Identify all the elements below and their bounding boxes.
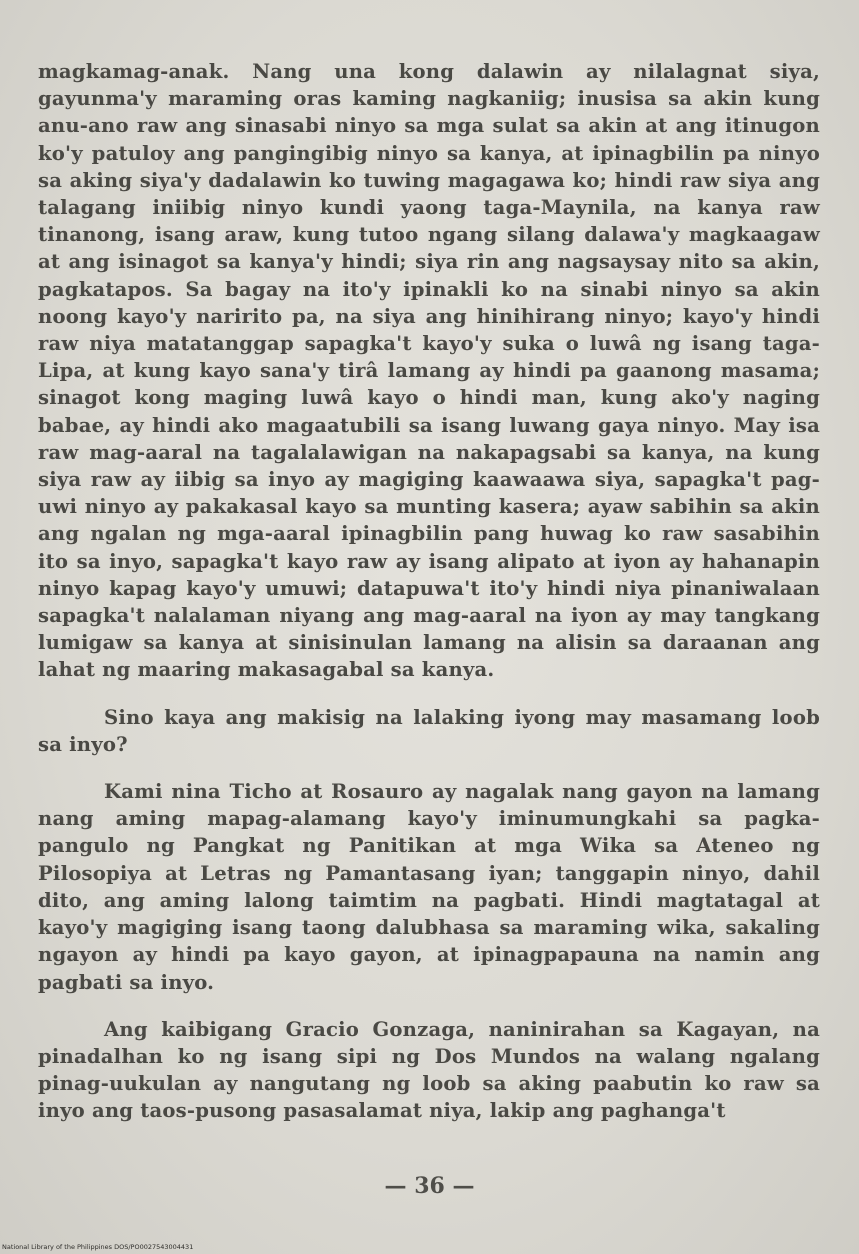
- paragraph-1: magkamag-anak. Nang una kong dalawin ay nilalagnat siya, gayunma'y maraming oras kaming nagkaniig; inusisa sa akin kung anu-ano raw ang sinasabi ninyo sa mga sulat sa akin at ang itinugon ko'y patuloy ang pangingibig ninyo sa kanya, at ipinagbilin pa ninyo sa aking siya'y dadalawin ko tuwing magagawa ko; hindi raw siya ang talagang iniibig ninyo kundi yaong taga-Maynila, na kanya raw tinanong, isang araw, kung tutoo ngang silang dalawa'y magkaagaw at ang isinagot sa kanya'y hindi; siya rin ang nagsaysay nito sa akin, pagkatapos. Sa bagay na ito'y ipinakli ko na sinabi ninyo sa akin noong kayo'y naririto pa, na siya ang hinihirang ninyo; kayo'y hindi raw niya matatanggap sapagka't kayo'y suka o luwâ ng isang taga-Lipa, at kung kayo sana'y tirâ lamang ay hindi pa gaanong masama; sinagot kong maging luwâ kayo o hindi man, kung ako'y naging babae, ay hindi ako magaatubili sa isang luwang gaya ninyo. May isa raw mag-aaral na tagalalawigan na nakapagsabi sa kanya, na kung siya raw ay iibig sa inyo ay magiging kaawaawa siya, sapagka't pag-uwi ninyo ay pakakasal kayo sa munting kasera; ayaw sabihin sa akin ang ngalan ng mga-aaral ipinagbilin pang huwag ko raw sasabihin ito sa inyo, sapagka't kayo raw ay isang alipato at iyon ay hahanapin ninyo kapag kayo'y umuwi; datapuwa't ito'y hindi niya pinaniwalaan sapagka't nalalaman niyang ang mag-aaral na iyon ay may tangkang lumigaw sa kanya at sinisinulan lamang na alisin sa daraanan ang lahat ng maaring makasagabal sa kanya.: [38, 60, 820, 682]
- paragraph-4: Ang kaibigang Gracio Gonzaga, naninirahan sa Kagayan, na pinadalhan ko ng isang sipi ng Dos Mundos na walang ngalang pinag-uukulan ay nangutang ng loob sa aking paabutin ko raw sa inyo ang taos-pusong pasasalamat niya, lakip ang paghanga't: [38, 1017, 820, 1123]
- paragraph-gap: [38, 684, 820, 704]
- page-number: — 36 —: [384, 1173, 475, 1199]
- paragraph-gap: [38, 758, 820, 778]
- body-text: [38, 58, 820, 1125]
- library-footer: National Library of the Philippines DOS/PO0027543004431: [2, 1243, 194, 1251]
- paragraph-2: Sino kaya ang makisig na lalaking iyong may masamang loob sa inyo?: [38, 705, 820, 756]
- paragraph-gap: [38, 996, 820, 1016]
- paragraph-3: Kami nina Ticho at Rosauro ay nagalak nang gayon na lamang nang aming mapag-alamang kayo'y iminumungkahi sa pagka-pangulo ng Pangkat ng Panitikan at mga Wika sa Ateneo ng Pilosopiya at Letras ng Pamantasang iyan; tanggapin ninyo, dahil dito, ang aming lalong taimtim na pagbati. Hindi magtatagal at kayo'y magiging isang taong dalubhasa sa maraming wika, sakaling ngayon ay hindi pa kayo gayon, at ipinagpapauna na namin ang pagbati sa inyo.: [38, 780, 820, 994]
